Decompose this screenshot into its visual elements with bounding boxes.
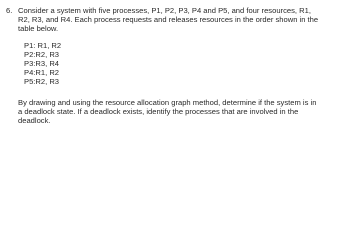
question-number: 6. — [6, 6, 13, 15]
intro-line: R2, R3, and R4. Each process requests and releases resources in the order shown in the — [18, 15, 319, 24]
instruction-line: By drawing and using the resource allocation graph method, determine if the system is in — [18, 98, 317, 107]
table-row: P3:R3, R4 — [24, 59, 60, 68]
table-row: P1: R1, R2 — [24, 41, 62, 50]
instruction-line: deadlock. — [18, 116, 51, 125]
instruction-line: a deadlock state. If a deadlock exists, identify the processes that are involved in the — [18, 107, 299, 116]
table-row: P2:R2, R3 — [24, 50, 60, 59]
intro-line: table below. — [18, 24, 59, 33]
table-row: P5:R2, R3 — [24, 77, 60, 86]
intro-line: Consider a system with five processes, P1, P2, P3, P4 and P5, and four resources, R1, — [18, 6, 311, 15]
table-row: P4:R1, R2 — [24, 68, 60, 77]
question-instruction — [18, 98, 344, 125]
process-resource-table — [24, 41, 61, 86]
question-intro — [18, 6, 344, 33]
